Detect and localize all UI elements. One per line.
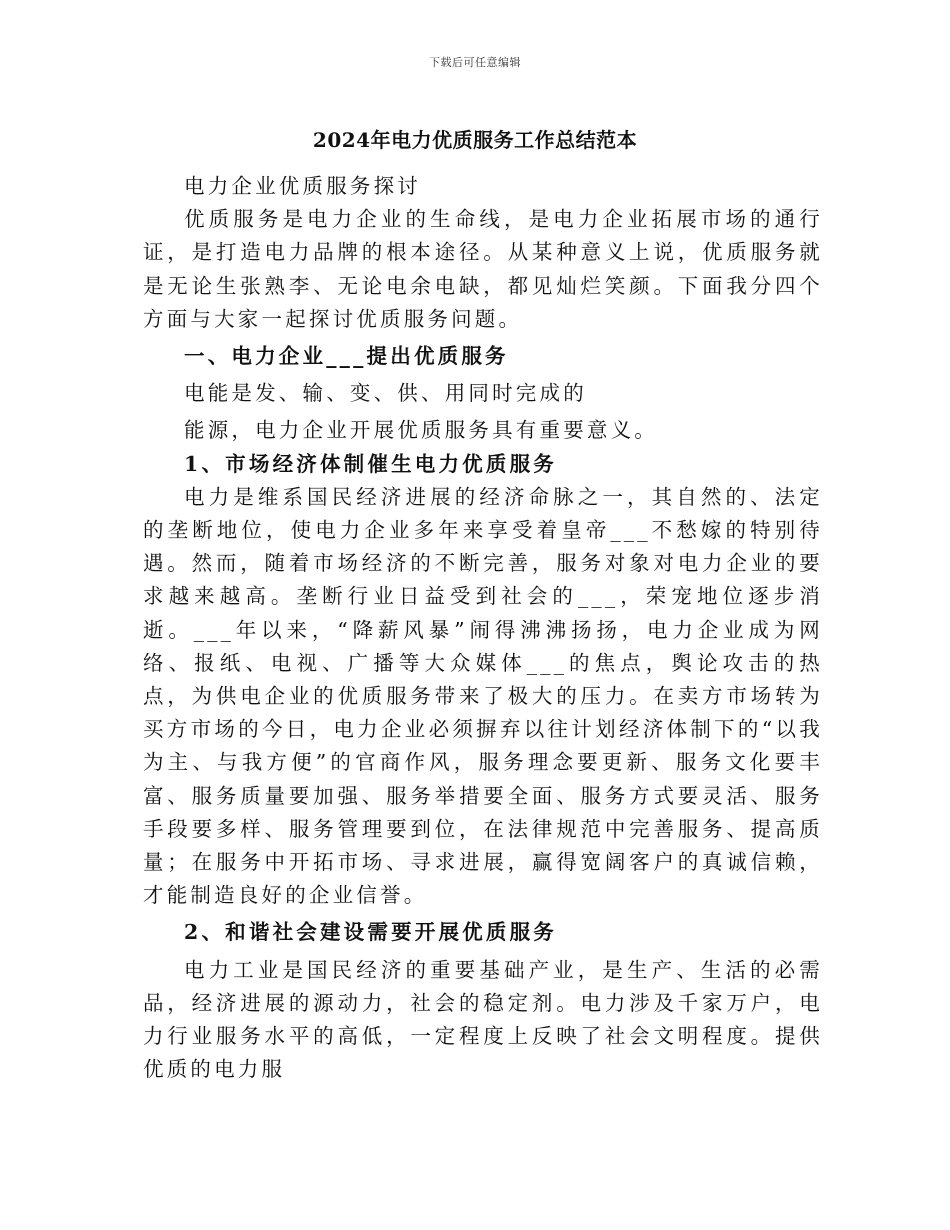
header-note: 下载后可任意编辑 <box>429 56 521 69</box>
subsection-1-paragraph: 电力是维系国民经济进展的经济命脉之一，其自然的、法定的垄断地位，使电力企业多年来享受着皇帝___不愁嫁的特别待遇。然而，随着市场经济的不断完善，服务对象对电力企业的要求越来越高。垄断行业日益受到社会的___，荣宠地位逐步消逝。___年以来，“降薪风暴”闹得沸沸扬扬，电力企业成为网络、报纸、电视、广播等大众媒体___的焦点，舆论攻击的热点，为供电企业的优质服务带来了极大的压力。在卖方市场转为买方市场的今日，电力企业必须摒弃以往计划经济体制下的“以我为主、与我方便”的官商作风，服务理念要更新、服务文化要丰富、服务质量要加强、服务举措要全面、服务方式要灵活、服务手段要多样、服务管理要到位，在法律规范中完善服务、提高质量；在服务中开拓市场、寻求进展，赢得宽阔客户的真诚信赖，才能制造良好的企业信誉。 <box>143 484 823 908</box>
document-title: 2024年电力优质服务工作总结范本 <box>312 128 638 152</box>
document-body <box>143 170 823 1086</box>
section1-line-2: 能源，电力企业开展优质服务具有重要意义。 <box>184 418 658 443</box>
intro-paragraph: 优质服务是电力企业的生命线，是电力企业拓展市场的通行证，是打造电力品牌的根本途径。从某种意义上说，优质服务就是无论生张熟李、无论电余电缺，都见灿烂笑颜。下面我分四个方面与大家一起探讨优质服务问题。 <box>143 207 823 331</box>
section1-line-1: 电能是发、输、变、供、用同时完成的 <box>184 381 587 406</box>
subsection-heading-2: 2、和谐社会建设需要开展优质服务 <box>184 920 557 945</box>
section-heading-1: 一、电力企业___提出优质服务 <box>184 344 509 369</box>
subsection-2-paragraph: 电力工业是国民经济的重要基础产业，是生产、生活的必需品，经济进展的源动力，社会的稳定剂。电力涉及千家万户，电力行业服务水平的高低，一定程度上反映了社会文明程度。提供优质的电力服 <box>143 957 823 1082</box>
subsection-heading-1: 1、市场经济体制催生电力优质服务 <box>184 451 557 476</box>
subtitle-paragraph: 电力企业优质服务探讨 <box>184 174 421 198</box>
